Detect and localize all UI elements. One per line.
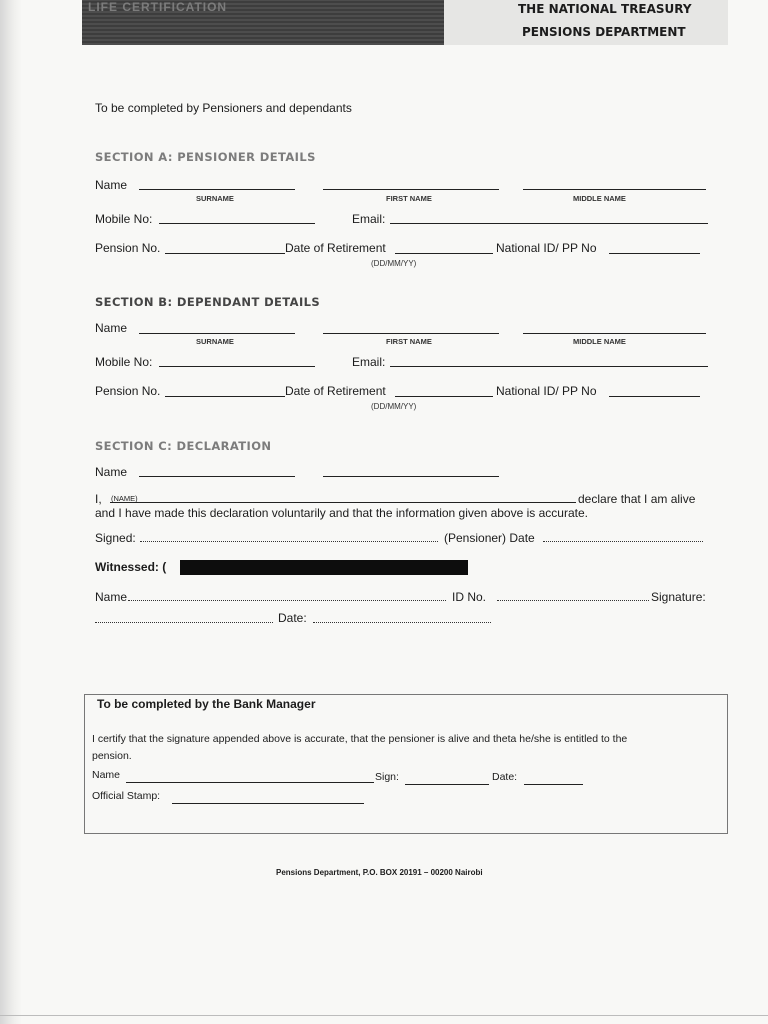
- section-c-date-field[interactable]: [543, 541, 703, 542]
- section-c-title: SECTION C: DECLARATION: [95, 439, 272, 453]
- section-c-name-label: Name: [95, 465, 128, 479]
- section-b-mobile-field[interactable]: [159, 366, 315, 367]
- section-c-id-field[interactable]: [497, 600, 649, 601]
- section-b-surname-hint: SURNAME: [196, 337, 234, 346]
- section-b-middlename-hint: MIDDLE NAME: [573, 337, 626, 346]
- section-a-firstname-hint: FIRST NAME: [386, 194, 432, 203]
- section-c-firstname-field[interactable]: [323, 476, 499, 477]
- section-a-firstname-field[interactable]: [323, 189, 499, 190]
- section-a-mobile-label: Mobile No:: [95, 212, 153, 226]
- section-a-middlename-field[interactable]: [523, 189, 706, 190]
- section-b-national-id-field[interactable]: [609, 396, 700, 397]
- section-c-date-label: Date:: [278, 611, 307, 625]
- bank-manager-box: [84, 694, 728, 834]
- section-c-name-hint: (NAME): [111, 494, 138, 503]
- section-a-pension-label: Pension No.: [95, 241, 161, 255]
- section-b-title: SECTION B: DEPENDANT DETAILS: [95, 295, 321, 309]
- bank-section-title: To be completed by the Bank Manager: [97, 697, 316, 711]
- section-b-retirement-field[interactable]: [395, 396, 493, 397]
- intro-text: To be completed by Pensioners and dependants: [95, 101, 352, 115]
- section-c-i-label: I,: [95, 492, 102, 506]
- section-a-date-format: (DD/MM/YY): [371, 259, 417, 268]
- bank-certify-line1: I certify that the signature appended above is accurate, that the pensioner is alive and theta he/she is entitled to the: [92, 733, 628, 745]
- section-a-email-label: Email:: [352, 212, 386, 226]
- page-bottom-edge: [0, 1015, 768, 1016]
- section-a-pension-field[interactable]: [165, 253, 285, 254]
- section-c-signed-label: Signed:: [95, 531, 136, 545]
- section-b-middlename-field[interactable]: [523, 333, 706, 334]
- bank-date-field[interactable]: [524, 784, 583, 785]
- bank-name-label: Name: [92, 769, 121, 781]
- bank-sign-field[interactable]: [405, 784, 489, 785]
- section-a-surname-field[interactable]: [139, 189, 295, 190]
- bank-stamp-label: Official Stamp:: [92, 790, 161, 802]
- section-b-firstname-field[interactable]: [323, 333, 499, 334]
- section-b-name-label: Name: [95, 321, 128, 335]
- section-b-email-field[interactable]: [390, 366, 708, 367]
- section-a-email-field[interactable]: [390, 223, 708, 224]
- section-c-pensioner-date-label: (Pensioner) Date: [444, 531, 535, 545]
- section-c-declare-text: declare that I am alive: [578, 492, 696, 506]
- section-c-witness-name-field[interactable]: [128, 600, 446, 601]
- section-a-retirement-field[interactable]: [395, 253, 493, 254]
- bank-date-label: Date:: [492, 771, 518, 783]
- ministry-name: THE NATIONAL TREASURY: [518, 2, 692, 16]
- section-b-surname-field[interactable]: [139, 333, 295, 334]
- section-b-pension-label: Pension No.: [95, 384, 161, 398]
- section-c-surname-field[interactable]: [139, 476, 295, 477]
- section-a-retirement-label: Date of Retirement: [285, 241, 386, 255]
- bank-sign-label: Sign:: [375, 771, 399, 783]
- section-a-name-label: Name: [95, 178, 128, 192]
- bank-stamp-field[interactable]: [172, 803, 364, 804]
- section-c-witnessed-label: Witnessed: (: [95, 560, 167, 574]
- department-name: PENSIONS DEPARTMENT: [522, 25, 686, 39]
- section-b-date-format: (DD/MM/YY): [371, 402, 417, 411]
- section-c-signature-label: Signature:: [651, 590, 706, 604]
- section-b-mobile-label: Mobile No:: [95, 355, 153, 369]
- section-c-declaration-text: and I have made this declaration voluntarily and that the information given above is accurate.: [95, 506, 588, 520]
- section-b-firstname-hint: FIRST NAME: [386, 337, 432, 346]
- bank-certify-line2: pension.: [92, 750, 132, 762]
- section-a-national-id-label: National ID/ PP No: [496, 241, 597, 255]
- section-c-signature-field[interactable]: [140, 541, 438, 542]
- section-a-mobile-field[interactable]: [159, 223, 315, 224]
- section-c-declarant-name-field[interactable]: [110, 502, 576, 503]
- scan-shadow: [0, 0, 22, 1024]
- footer-address: Pensions Department, P.O. BOX 20191 – 00200 Nairobi: [276, 868, 483, 877]
- form-title: LIFE CERTIFICATION: [88, 0, 228, 14]
- section-a-national-id-field[interactable]: [609, 253, 700, 254]
- section-c-witness-name-label: Name: [95, 590, 128, 604]
- section-c-id-label: ID No.: [452, 590, 487, 604]
- section-b-email-label: Email:: [352, 355, 386, 369]
- section-a-middlename-hint: MIDDLE NAME: [573, 194, 626, 203]
- section-c-witness-date-field[interactable]: [313, 622, 491, 623]
- section-c-witness-signature-field[interactable]: [95, 622, 273, 623]
- redaction-bar: [180, 560, 468, 575]
- section-b-pension-field[interactable]: [165, 396, 285, 397]
- section-b-national-id-label: National ID/ PP No: [496, 384, 597, 398]
- section-a-surname-hint: SURNAME: [196, 194, 234, 203]
- bank-name-field[interactable]: [126, 782, 374, 783]
- section-a-title: SECTION A: PENSIONER DETAILS: [95, 150, 316, 164]
- section-b-retirement-label: Date of Retirement: [285, 384, 386, 398]
